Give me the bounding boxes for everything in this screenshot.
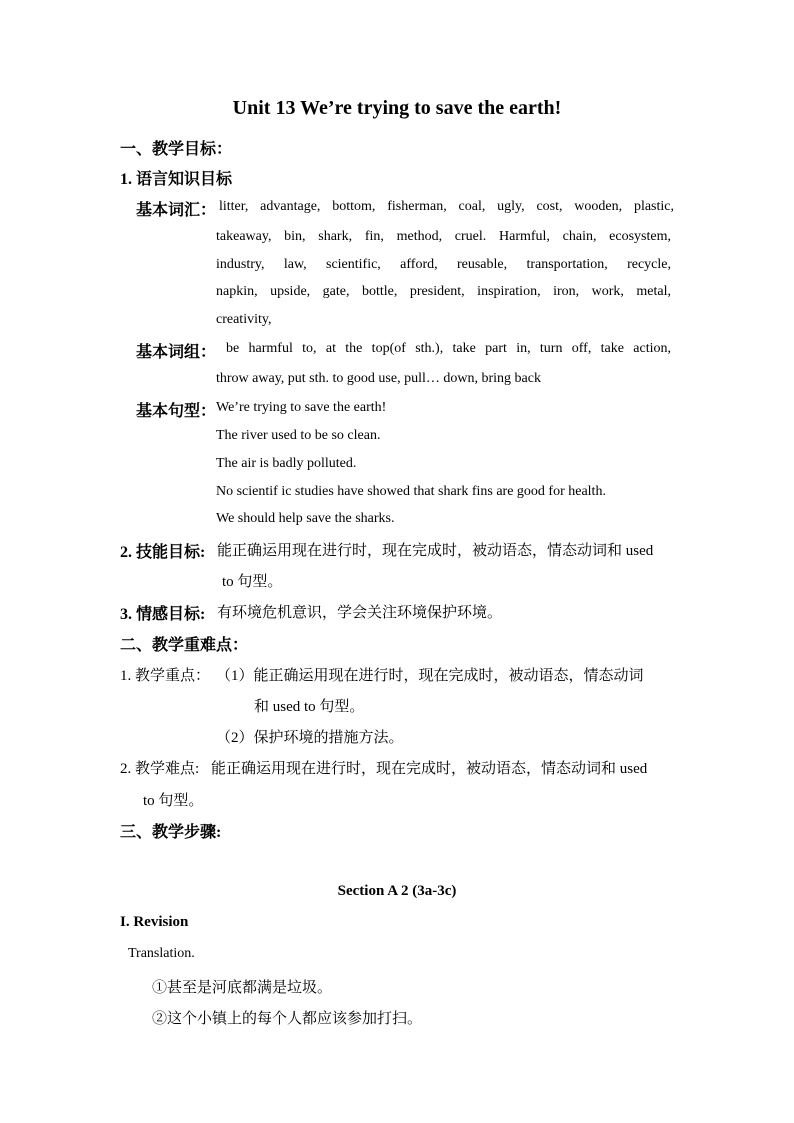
difficult-points-label: 2. 教学难点: bbox=[120, 761, 200, 777]
key-points-label: 1. 教学重点： bbox=[120, 668, 211, 684]
section-heading-key-points: 二、教学重难点： bbox=[120, 637, 249, 654]
section-title: Section A 2 (3a-3c) bbox=[337, 883, 457, 899]
difficult-points-text-cont: to 句型。 bbox=[143, 793, 204, 809]
vocab-line: creativity, bbox=[216, 312, 272, 327]
sentence-line: No scientif ic studies have showed that shark fins are good for health. bbox=[216, 484, 606, 499]
phrase-line: be harmful to, at the top(of sth.), take part in, turn off, take action, bbox=[226, 341, 671, 356]
subheading-language-knowledge: 1. 语言知识目标 bbox=[120, 171, 233, 188]
phrase-line: throw away, put sth. to good use, pull… down, bring back bbox=[216, 371, 541, 386]
sentences-label: 基本句型： bbox=[136, 403, 217, 420]
vocab-line: litter, advantage, bottom, fisherman, coal, ugly, cost, wooden, plastic, bbox=[219, 199, 674, 214]
vocab-line: takeaway, bin, shark, fin, method, cruel. Harmful, chain, ecosystem, bbox=[216, 229, 671, 244]
section-heading-objectives: 一、教学目标： bbox=[120, 141, 233, 158]
vocab-line: napkin, upside, gate, bottle, president, inspiration, iron, work, metal, bbox=[216, 284, 671, 299]
difficult-points-text: 能正确运用现在进行时，现在完成时，被动语态，情态动词和 used bbox=[211, 761, 648, 777]
emotion-text: 有环境危机意识，学会关注环境保护环境。 bbox=[217, 605, 503, 621]
key-point-item: （1）能正确运用现在进行时，现在完成时，被动语态，情态动词 bbox=[216, 668, 644, 684]
key-point-item: （2）保护环境的措施方法。 bbox=[216, 730, 404, 746]
sentence-line: The air is badly polluted. bbox=[216, 456, 357, 471]
section-heading-steps: 三、教学步骤: bbox=[120, 824, 222, 841]
sentence-line: We should help save the sharks. bbox=[216, 511, 395, 526]
translation-label: Translation. bbox=[128, 946, 195, 961]
skill-label: 2. 技能目标: bbox=[120, 544, 206, 561]
revision-heading: I. Revision bbox=[120, 914, 189, 930]
vocab-label: 基本词汇： bbox=[136, 202, 217, 219]
emotion-label: 3. 情感目标: bbox=[120, 606, 206, 623]
translation-item: ②这个小镇上的每个人都应该参加打扫。 bbox=[152, 1011, 423, 1027]
document-title: Unit 13 We’re trying to save the earth! bbox=[232, 97, 562, 119]
sentence-line: The river used to be so clean. bbox=[216, 428, 381, 443]
skill-text-cont: to 句型。 bbox=[222, 574, 283, 590]
vocab-line: industry, law, scientific, afford, reusable, transportation, recycle, bbox=[216, 257, 671, 272]
phrases-label: 基本词组： bbox=[136, 344, 217, 361]
key-point-item-cont: 和 used to 句型。 bbox=[254, 699, 365, 715]
translation-item: ①甚至是河底都满是垃圾。 bbox=[152, 980, 333, 996]
sentence-line: We’re trying to save the earth! bbox=[216, 400, 387, 415]
skill-text: 能正确运用现在进行时，现在完成时，被动语态，情态动词和 used bbox=[217, 543, 654, 559]
